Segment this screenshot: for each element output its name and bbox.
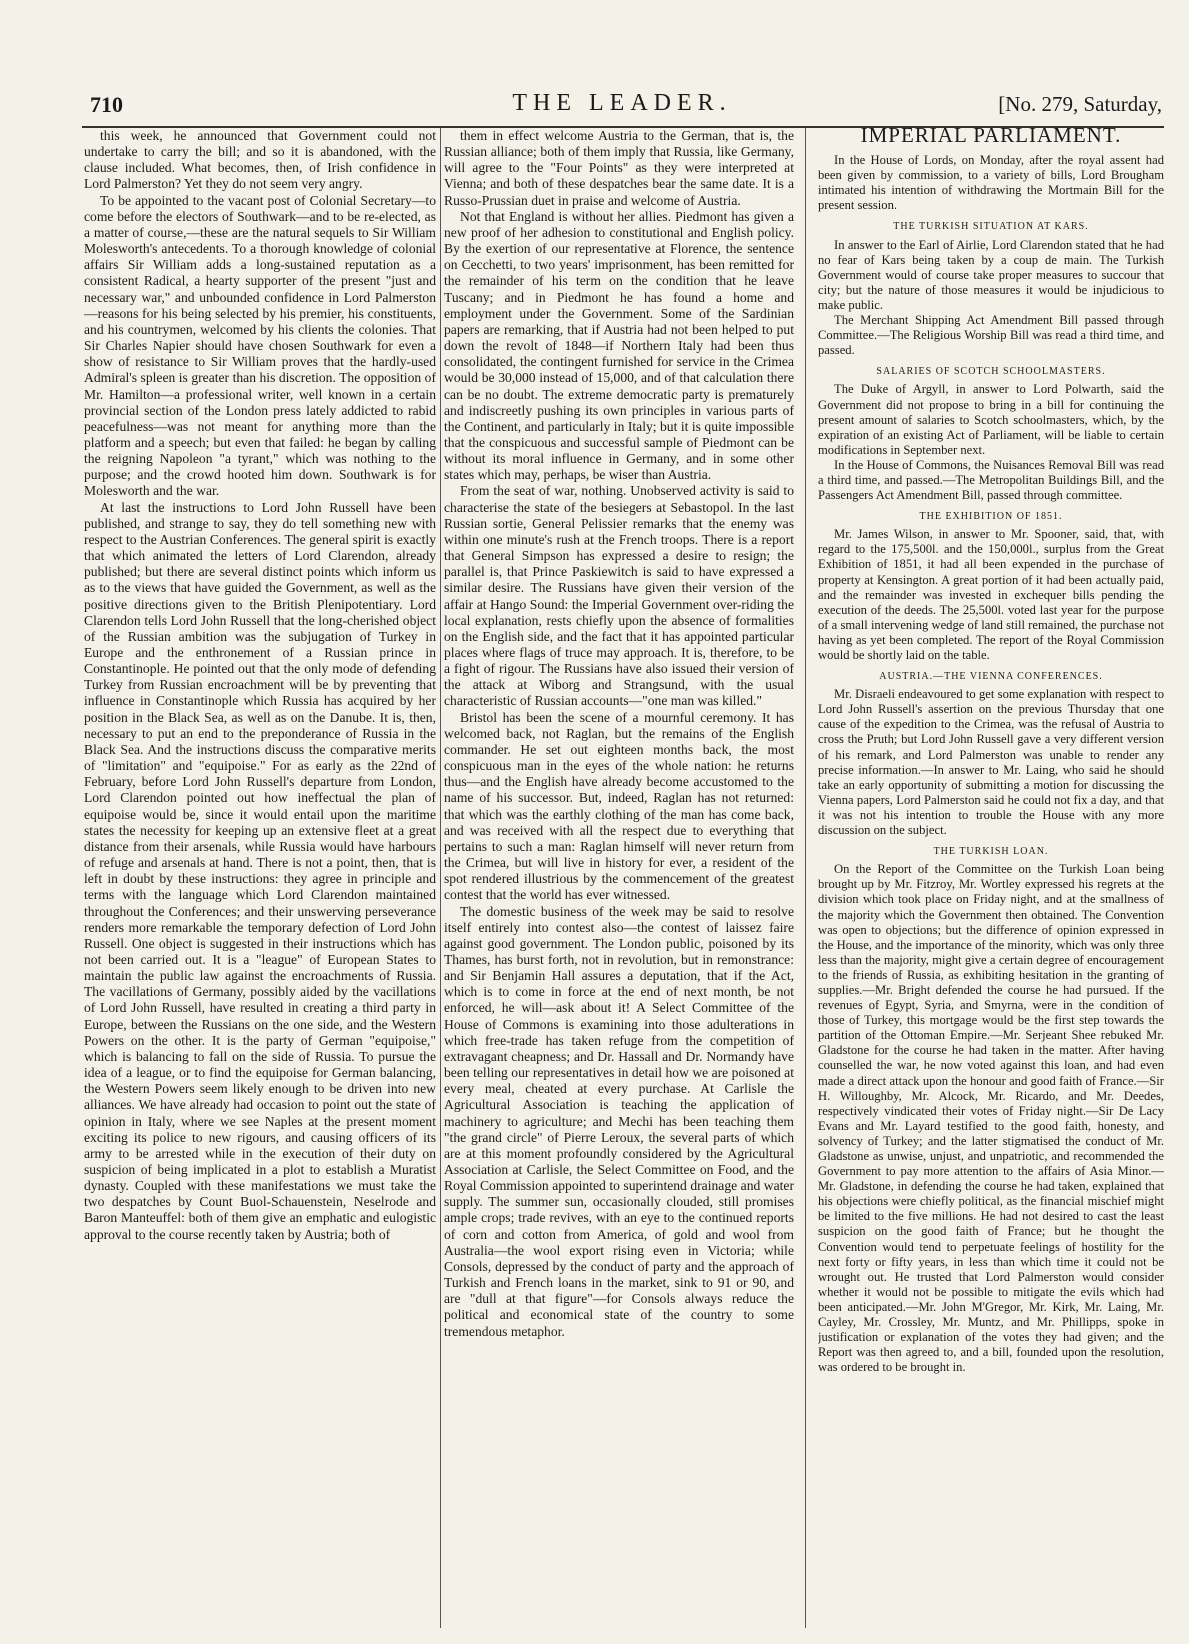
section-title: IMPERIAL PARLIAMENT. [860, 128, 1122, 147]
issue-label: [No. 279, Saturday, [998, 92, 1162, 116]
paragraph: Bristol has been the scene of a mournful ceremony. It has welcomed back, not Raglan, but the remains of the English commander. He set out eighteen months back, the most conspicuous man in the eyes of the whole nation: he returns thus—and the English have already become accustomed to the name of his successor. But, indeed, Raglan has not returned: that which was the earthly clothing of the man has come back, and was received with all the respect due to everything that pertains to such a man: Raglan himself will never return from the Crimea, but will live in history for ever, a resident of the spot rendered illustrious by the commencement of the greatest contest that the world has ever witnessed. [444, 709, 794, 903]
paragraph: The domestic business of the week may be said to resolve itself entirely into contest also—the contest of laissez faire against good government. The London public, poisoned by its Thames, has burst forth, not in revolution, but in remonstrance: and Sir Benjamin Hall assures a deputation, that if the Act, which is to come in force at the end of next month, be not enforced, he will—ask about it! A Select Committee of the House of Commons is examining into those adulterations in which free-trade has taken refuge from the competition of extravagant cheapness; and Dr. Hassall and Dr. Normandy have been telling our representatives in detail how we are poisoned at every meal, cheated at every purchase. At Carlisle the Agricultural Association is teaching the application of machinery to agriculture; and Mechi has been teaching them "the grand circle" of Pierre Leroux, the several parts of which are at this moment profoundly considered by the Agricultural Association at Carlisle, the Select Committee on Food, and the Royal Commission appointed to superintend drainage and water supply. The summer sun, occasionally clouded, still promises ample crops; trade revives, with an eye to the continued reports of corn and cotton from America, of gold and wool from Australia—the wool export rising even in Victoria; while Consols, depressed by the conduct of party and the approach of Turkish and French loans in the market, sink to 91 or 90, and are "dull at that figure"—for Consols always reduce the political and economical state of the country to some tremendous metaphor. [444, 903, 794, 1339]
paragraph: Mr. James Wilson, in answer to Mr. Spooner, said, that, with regard to the 175,500l. and the 150,000l., surplus from the Great Exhibition of 1851, it had all been expended in the purchase of property at Kensington. A great portion of it had been actually paid, and the remainder was invested in exchequer bills pending the execution of the deeds. The 25,500l. voted last year for the purpose of a small intervening wedge of land still remained, the purchase not having as yet been completed. The report of the Royal Commission would be shortly laid on the table. [818, 527, 1164, 662]
paragraph: In the House of Lords, on Monday, after the royal assent had been given by commission, to a variety of bills, Lord Brougham intimated his intention of withdrawing the Mortmain Bill for the present session. [818, 153, 1164, 213]
paragraph: From the seat of war, nothing. Unobserved activity is said to characterise the state of the besiegers at Sebastopol. In the last Russian sortie, General Pelissier remarks that the enemy was within one minute's rush at the French troops. There is a report that General Simpson has expressed a desire to resign; the parallel is, that Prince Paskiewitch is said to have expressed a similar desire. The Russians have given their version of the affair at Hango Sound: the Imperial Government over-riding the local explanation, rests chiefly upon the absence of formalities on the English side, and the fact that it has appointed particular places where flags of truce may approach. It is, therefore, to be a fight of rigour. The Russians have also issued their version of the attack at Wiborg and Strangsund, with the usual characteristic of Russian accounts—"one man was killed." [444, 483, 794, 709]
page-header [82, 88, 1162, 122]
column-divider [440, 128, 441, 1628]
subheading: AUSTRIA.—THE VIENNA CONFERENCES. [879, 671, 1103, 683]
paragraph: them in effect welcome Austria to the German, that is, the Russian alliance; both of them imply that Russia, like Germany, will agree to the "Four Points" as they were interpreted at Vienna; and both of these despatches bear the same date. It is a Russo-Prussian duet in praise and welcome of Austria. [444, 128, 794, 208]
parliament-items [818, 153, 1164, 1375]
paragraph: The Merchant Shipping Act Amendment Bill passed through Committee.—The Religious Worship Bill was read a third time, and passed. [818, 313, 1164, 358]
subheading: THE TURKISH LOAN. [933, 846, 1049, 858]
subheading: THE TURKISH SITUATION AT KARS. [893, 221, 1089, 233]
column-right-parliament [818, 128, 1164, 1628]
paragraph: On the Report of the Committee on the Turkish Loan being brought up by Mr. Fitzroy, Mr. Wortley expressed his regrets at the division which took place on Friday night, and at the smallness of the majority which the Government then obtained. The Convention was open to objections; but the difference of opinion expressed in the House, and the importance of the minority, which was only three less than the majority, might give a certain degree of encouragement to the friends of Russia, as exhibiting hesitation in the granting of supplies.—Mr. Bright defended the course he had pursued. If the revenues of Egypt, Syria, and Smyrna, were in the condition of those of Turkey, this mortgage would be the first step towards the partition of the Ottoman Empire.—Mr. Serjeant Shee rebuked Mr. Gladstone for the course he had taken in the matter. After having counselled the war, he now voted against this loan, and had even made a direct attack upon the honour and good faith of France.—Sir H. Willoughby, Mr. Alcock, Mr. Ricardo, and Mr. Deedes, respectively vindicated their votes of Friday night.—Sir De Lacy Evans and Mr. Layard testified to the good faith, honesty, and solvency of Turkey; and the latter stigmatised the conduct of Mr. Gladstone as unwise, unjust, and unpatriotic, and recommended the Government to pay more attention to the affairs of Asia Minor.—Mr. Gladstone, in defending the course he had taken, explained that his objections were chiefly political, as the financial mischief might be limited to the five millions. He had not desired to cast the least suspicion on the good faith of France; but he thought the Convention would tend to perpetuate feelings of hostility for the next forty or fifty years, in less than which time it could not be wrought out. He trusted that Lord Palmerston would consider whether it would not be possible to mitigate the evils which had been anticipated.—Mr. John M'Gregor, Mr. Kirk, Mr. Laing, Mr. Cayley, Mr. Crossley, Mr. Muntz, and Mr. Phillipps, spoke in justification or explanation of the votes they had given; and the Report was then agreed to, and a bill, founded upon the resolution, was ordered to be brought in. [818, 862, 1164, 1375]
page-number: 710 [90, 92, 123, 117]
paragraph: To be appointed to the vacant post of Colonial Secretary—to come before the electors of Southwark—and to be re-elected, as a matter of course,—these are the natural sequels to Sir William Molesworth's antecedents. To a thorough knowledge of colonial affairs Sir William adds a long-sustained reputation as a consistent Radical, a hearty supporter of the present "just and necessary war," and unbounded confidence in Lord Palmerston—reasons for his being selected by his premier, his constituents, and his countrymen, welcomed by his clients the colonies. That Sir Charles Napier should have chosen Southwark for even a show of resistance to Sir William proves that the hardly-used Admiral's spleen is greater than his discretion. The opposition of Mr. Hamilton—a professional writer, well known in a certain provincial section of the London press lately addicted to rabid peacefulness—was not meant for anything more than the platform and a speech; but even that failed: he began by calling the reigning Napoleon "a tyrant," which was nothing to the purpose; and the crowd hooted him down. Southwark is for Molesworth and the war. [84, 192, 436, 499]
masthead-title: THE LEADER. [512, 90, 732, 116]
paragraph: In the House of Commons, the Nuisances Removal Bill was read a third time, and passed.—The Metropolitan Buildings Bill, and the Passengers Act Amendment Bill, passed through committee. [818, 457, 1164, 503]
column-left [84, 128, 436, 1628]
subheading: SALARIES OF SCOTCH SCHOOLMASTERS. [876, 366, 1106, 378]
paragraph: At last the instructions to Lord John Russell have been published, and strange to say, they do tell something new with respect to the Austrian Conferences. The general spirit is exactly that which animated the letters of Lord Clarendon, already published; but there are several distinct points which inform us as to the views that have guided the Government, as well as the positive directions given to the British Plenipotentiary. Lord Clarendon tells Lord John Russell that the long-cherished object of the Russian ambition was the subjugation of Turkey in Europe and the enthronement of a Russian prince in Constantinople. He pointed out that the only mode of defending Turkey from Russian encroachment will be by preventing that influence in Constantinople which Russia has acquired by her position in the Black Sea, as well as on the Danube. It is, then, necessary to put an end to the preponderance of Russia in the Black Sea. And the instructions discuss the comparative merits of "limitation" and "equipoise." For as early as the 22nd of February, before Lord John Russell's departure from London, Lord Clarendon pointed out how ineffectual the plan of equipoise would be, since it would entail upon the maritime states the necessity for keeping up an extensive fleet at a great distance from their arsenals, while Russia would have harbours of refuge and arsenals at hand. There is not a point, then, that is left in doubt by these instructions: they agree in principle and terms with the language which Lord Clarendon maintained throughout the Conferences; and their unswerving perseverance renders more remarkable the temporary defection of Lord John Russell. One object is suggested in their instructions which has not been carried out. It is a "league" of European States to maintain the public law against the encroachments of Russia. The vacillations of Germany, possibly aided by the vacillations of Lord John Russell, have resulted in creating a third party in Europe, between the Russians on the one side, and the Western Powers on the other. It is the party of German "equipoise," which is balancing to fall on the side of Russia. To pursue the idea of a league, or to find the equipoise for German balancing, the Western Powers seem likely enough to be driven into new alliances. We have already had occasion to point out the state of opinion in Italy, where we see Naples at the present moment exciting its police to new rigours, and causing officers of its army to be arrested while in the execution of their duty on suspicion of being implicated in a plot to establish a Muratist dynasty. Coupled with these manifestations we must take the two despatches by Count Buol-Schauenstein, Neselrode and Baron Manteuffel: both of them give an emphatic and eulogistic approval to the course recently taken by Austria; both of [84, 499, 436, 1242]
paragraph: The Duke of Argyll, in answer to Lord Polwarth, said the Government did not propose to bring in a bill for continuing the present amount of salaries to Scotch schoolmasters, which, by the expiration of an existing Act of Parliament, will be liable to certain modifications in September next. [818, 382, 1164, 457]
paragraph: Mr. Disraeli endeavoured to get some explanation with respect to Lord John Russell's assertion on the previous Thursday that one cause of the expedition to the Crimea, was the refusal of Austria to cross the Pruth; but Lord John Russell gave a very different version of his remark, and Lord Palmerston was unable to render any precise information.—In answer to Mr. Laing, who said he should take an early opportunity of submitting a motion for discussing the Vienna papers, Lord Palmerston said he could not fix a day, and that it was not his intention to trouble the House with any more discussion on the subject. [818, 687, 1164, 838]
column-middle [444, 128, 794, 1628]
paragraph: Not that England is without her allies. Piedmont has given a new proof of her adhesion to constitutional and English policy. By the exertion of our representative at Florence, the sentence on Cecchetti, to two years' imprisonment, has been remitted for the remainder of his term on the condition that he leave Tuscany; and in Piedmont he has found a home and employment under the Government. Some of the Sardinian papers are remarking, that if Austria had not been helped to put down the revolt of 1848—if Northern Italy had been thus consolidated, the contingent furnished for service in the Crimea would be 30,000 instead of 15,000, and of that calculation there can be no doubt. The extreme democratic party is prematurely and indiscreetly pushing its own principles in various parts of the Continent, and particularly in Italy; but it is quite impossible that the conspicuous and successful sample of Piedmont can be without its moral influence in Germany, and in some other states which may, perhaps, be wiser than Austria. [444, 208, 794, 483]
paragraph: In answer to the Earl of Airlie, Lord Clarendon stated that he had no fear of Kars being taken by a coup de main. The Turkish Government would of course take proper measures to succour that city; but the nature of those measures it would be injudicious to make public. [818, 237, 1164, 312]
subheading: THE EXHIBITION OF 1851. [919, 511, 1063, 523]
paragraph: this week, he announced that Government could not undertake to carry the bill; and so it is abandoned, with the clause included. What becomes, then, of Irish confidence in Lord Palmerston? Yet they do not seem very angry. [84, 128, 436, 192]
column-divider [805, 128, 806, 1628]
